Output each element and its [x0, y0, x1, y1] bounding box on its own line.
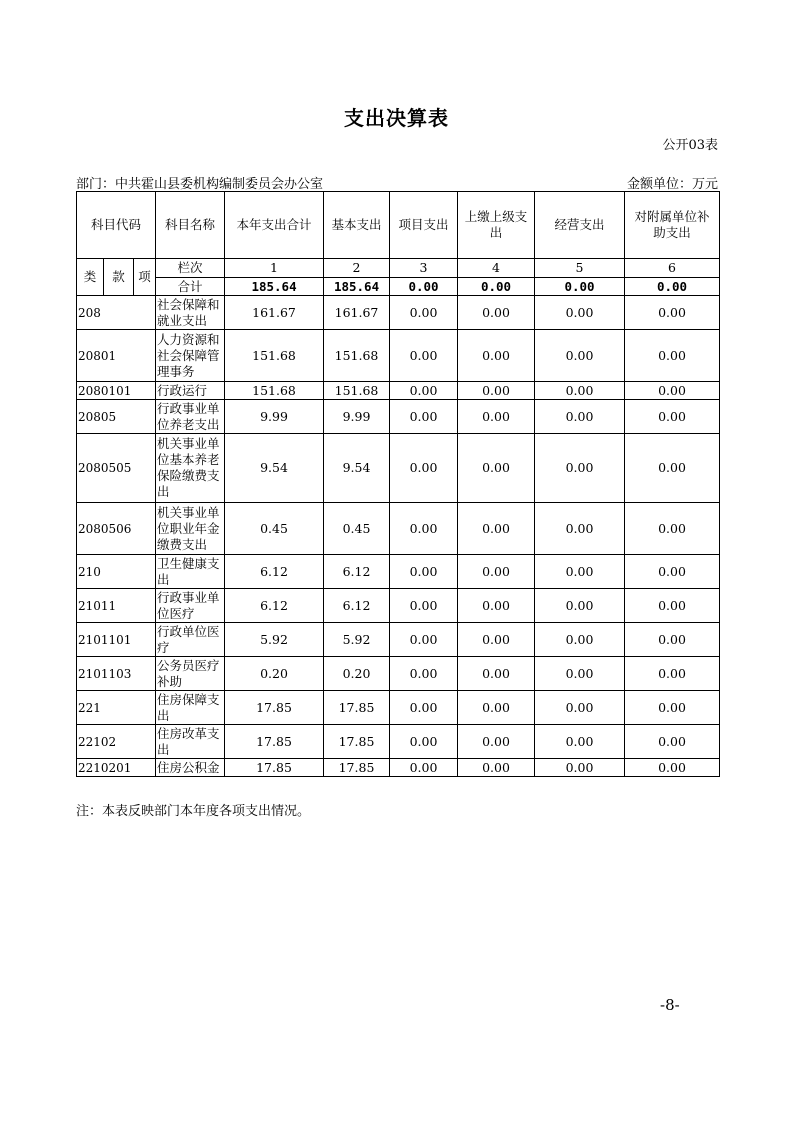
amount-cell: 0.00	[458, 555, 535, 589]
col-num: 3	[390, 259, 458, 278]
form-number: 公开03表	[662, 138, 718, 153]
amount-cell: 151.68	[225, 330, 324, 382]
amount-cell: 0.00	[390, 330, 458, 382]
amount-cell: 151.68	[225, 382, 324, 400]
amount-cell: 0.00	[535, 589, 625, 623]
col-num: 2	[324, 259, 390, 278]
header-lanci: 栏次	[156, 259, 225, 278]
amount-cell: 5.92	[324, 623, 390, 657]
table-row	[77, 589, 720, 623]
header-code: 科目代码	[77, 192, 156, 259]
table-row	[77, 759, 720, 777]
subject-name: 人力资源和社会保障管理事务	[156, 330, 225, 382]
header-lei: 类	[77, 259, 104, 296]
header-total: 本年支出合计	[225, 192, 324, 259]
subject-name: 行政运行	[156, 382, 225, 400]
amount-cell: 0.00	[625, 503, 720, 555]
amount-cell: 0.00	[535, 503, 625, 555]
table-row	[77, 434, 720, 503]
amount-cell: 151.68	[324, 382, 390, 400]
amount-cell: 0.00	[625, 555, 720, 589]
department-label: 部门：中共霍山县委机构编制委员会办公室	[76, 177, 324, 192]
amount-cell: 0.00	[458, 725, 535, 759]
amount-cell: 0.00	[390, 400, 458, 434]
subject-name: 公务员医疗补助	[156, 657, 225, 691]
amount-cell: 0.00	[458, 400, 535, 434]
header-subsidiary: 对附属单位补助支出	[625, 192, 720, 259]
total-cell: 0.00	[458, 278, 535, 296]
amount-cell: 0.00	[535, 623, 625, 657]
subject-code: 208	[77, 296, 156, 330]
subject-name: 住房保障支出	[156, 691, 225, 725]
amount-cell: 17.85	[324, 691, 390, 725]
subject-name: 机关事业单位基本养老保险缴费支出	[156, 434, 225, 503]
amount-cell: 0.00	[535, 296, 625, 330]
total-cell: 0.00	[390, 278, 458, 296]
table-row	[77, 691, 720, 725]
subject-name: 卫生健康支出	[156, 555, 225, 589]
amount-cell: 0.00	[458, 759, 535, 777]
amount-cell: 0.00	[625, 691, 720, 725]
total-cell: 185.64	[324, 278, 390, 296]
amount-cell: 0.00	[625, 657, 720, 691]
header-heji: 合计	[156, 278, 225, 296]
amount-cell: 161.67	[225, 296, 324, 330]
subject-code: 20805	[77, 400, 156, 434]
amount-cell: 0.00	[535, 382, 625, 400]
col-num: 1	[225, 259, 324, 278]
amount-cell: 0.00	[535, 330, 625, 382]
table-row	[77, 555, 720, 589]
amount-cell: 9.54	[324, 434, 390, 503]
amount-cell: 0.00	[390, 657, 458, 691]
header-kuan: 款	[104, 259, 134, 296]
amount-cell: 0.00	[390, 759, 458, 777]
subject-code: 21011	[77, 589, 156, 623]
subject-name: 社会保障和就业支出	[156, 296, 225, 330]
col-num: 5	[535, 259, 625, 278]
table-note: 注：本表反映部门本年度各项支出情况。	[76, 804, 311, 819]
subject-code: 2080101	[77, 382, 156, 400]
subject-name: 机关事业单位职业年金缴费支出	[156, 503, 225, 555]
total-cell: 0.00	[535, 278, 625, 296]
amount-cell: 17.85	[324, 759, 390, 777]
amount-cell: 0.00	[535, 759, 625, 777]
table-row	[77, 623, 720, 657]
table-row	[77, 400, 720, 434]
amount-cell: 0.00	[390, 296, 458, 330]
table-row	[77, 503, 720, 555]
amount-cell: 0.00	[390, 382, 458, 400]
total-cell: 185.64	[225, 278, 324, 296]
page-number: -8-	[660, 996, 680, 1014]
col-num: 6	[625, 259, 720, 278]
header-project: 项目支出	[390, 192, 458, 259]
amount-cell: 0.00	[458, 382, 535, 400]
amount-cell: 0.00	[390, 503, 458, 555]
amount-cell: 0.00	[625, 330, 720, 382]
amount-cell: 0.20	[225, 657, 324, 691]
amount-cell: 6.12	[324, 555, 390, 589]
amount-cell: 151.68	[324, 330, 390, 382]
amount-cell: 0.00	[458, 691, 535, 725]
amount-cell: 0.45	[324, 503, 390, 555]
amount-cell: 17.85	[225, 759, 324, 777]
subject-code: 20801	[77, 330, 156, 382]
subject-name: 行政事业单位医疗	[156, 589, 225, 623]
amount-cell: 0.00	[458, 589, 535, 623]
amount-cell: 6.12	[225, 589, 324, 623]
subject-code: 2210201	[77, 759, 156, 777]
subject-name: 行政事业单位养老支出	[156, 400, 225, 434]
amount-cell: 5.92	[225, 623, 324, 657]
table-row	[77, 296, 720, 330]
amount-cell: 0.00	[390, 434, 458, 503]
subject-name: 行政单位医疗	[156, 623, 225, 657]
amount-cell: 0.00	[625, 434, 720, 503]
amount-cell: 0.00	[390, 555, 458, 589]
amount-unit-label: 金额单位：万元	[626, 177, 718, 192]
amount-cell: 0.00	[390, 725, 458, 759]
subject-code: 221	[77, 691, 156, 725]
amount-cell: 0.00	[625, 725, 720, 759]
col-num: 4	[458, 259, 535, 278]
subject-code: 2080506	[77, 503, 156, 555]
subject-code: 2080505	[77, 434, 156, 503]
amount-cell: 0.00	[535, 657, 625, 691]
page-title: 支出决算表	[344, 106, 449, 130]
amount-cell: 0.00	[625, 623, 720, 657]
amount-cell: 161.67	[324, 296, 390, 330]
amount-cell: 0.00	[458, 434, 535, 503]
amount-cell: 0.00	[625, 382, 720, 400]
amount-cell: 0.00	[458, 503, 535, 555]
header-upper: 上缴上级支出	[458, 192, 535, 259]
amount-cell: 0.45	[225, 503, 324, 555]
header-xiang: 项	[134, 259, 156, 296]
total-cell: 0.00	[625, 278, 720, 296]
amount-cell: 0.00	[458, 657, 535, 691]
amount-cell: 9.99	[225, 400, 324, 434]
amount-cell: 0.00	[458, 330, 535, 382]
subject-name: 住房公积金	[156, 759, 225, 777]
subject-code: 210	[77, 555, 156, 589]
amount-cell: 0.00	[458, 623, 535, 657]
table-row	[77, 725, 720, 759]
amount-cell: 0.00	[390, 623, 458, 657]
amount-cell: 9.54	[225, 434, 324, 503]
amount-cell: 0.00	[535, 434, 625, 503]
amount-cell: 17.85	[225, 691, 324, 725]
amount-cell: 0.00	[535, 400, 625, 434]
table-row	[77, 657, 720, 691]
amount-cell: 9.99	[324, 400, 390, 434]
subject-name: 住房改革支出	[156, 725, 225, 759]
table-row	[77, 330, 720, 382]
amount-cell: 0.00	[535, 725, 625, 759]
amount-cell: 0.20	[324, 657, 390, 691]
amount-cell: 0.00	[535, 555, 625, 589]
amount-cell: 0.00	[625, 400, 720, 434]
amount-cell: 0.00	[625, 759, 720, 777]
amount-cell: 6.12	[324, 589, 390, 623]
subject-code: 2101103	[77, 657, 156, 691]
amount-cell: 0.00	[390, 589, 458, 623]
header-basic: 基本支出	[324, 192, 390, 259]
amount-cell: 6.12	[225, 555, 324, 589]
header-name: 科目名称	[156, 192, 225, 259]
amount-cell: 0.00	[625, 589, 720, 623]
subject-code: 2101101	[77, 623, 156, 657]
amount-cell: 0.00	[458, 296, 535, 330]
expenditure-table	[76, 191, 720, 777]
amount-cell: 17.85	[324, 725, 390, 759]
subject-code: 22102	[77, 725, 156, 759]
table-row	[77, 382, 720, 400]
amount-cell: 0.00	[535, 691, 625, 725]
amount-cell: 17.85	[225, 725, 324, 759]
amount-cell: 0.00	[390, 691, 458, 725]
amount-cell: 0.00	[625, 296, 720, 330]
header-business: 经营支出	[535, 192, 625, 259]
